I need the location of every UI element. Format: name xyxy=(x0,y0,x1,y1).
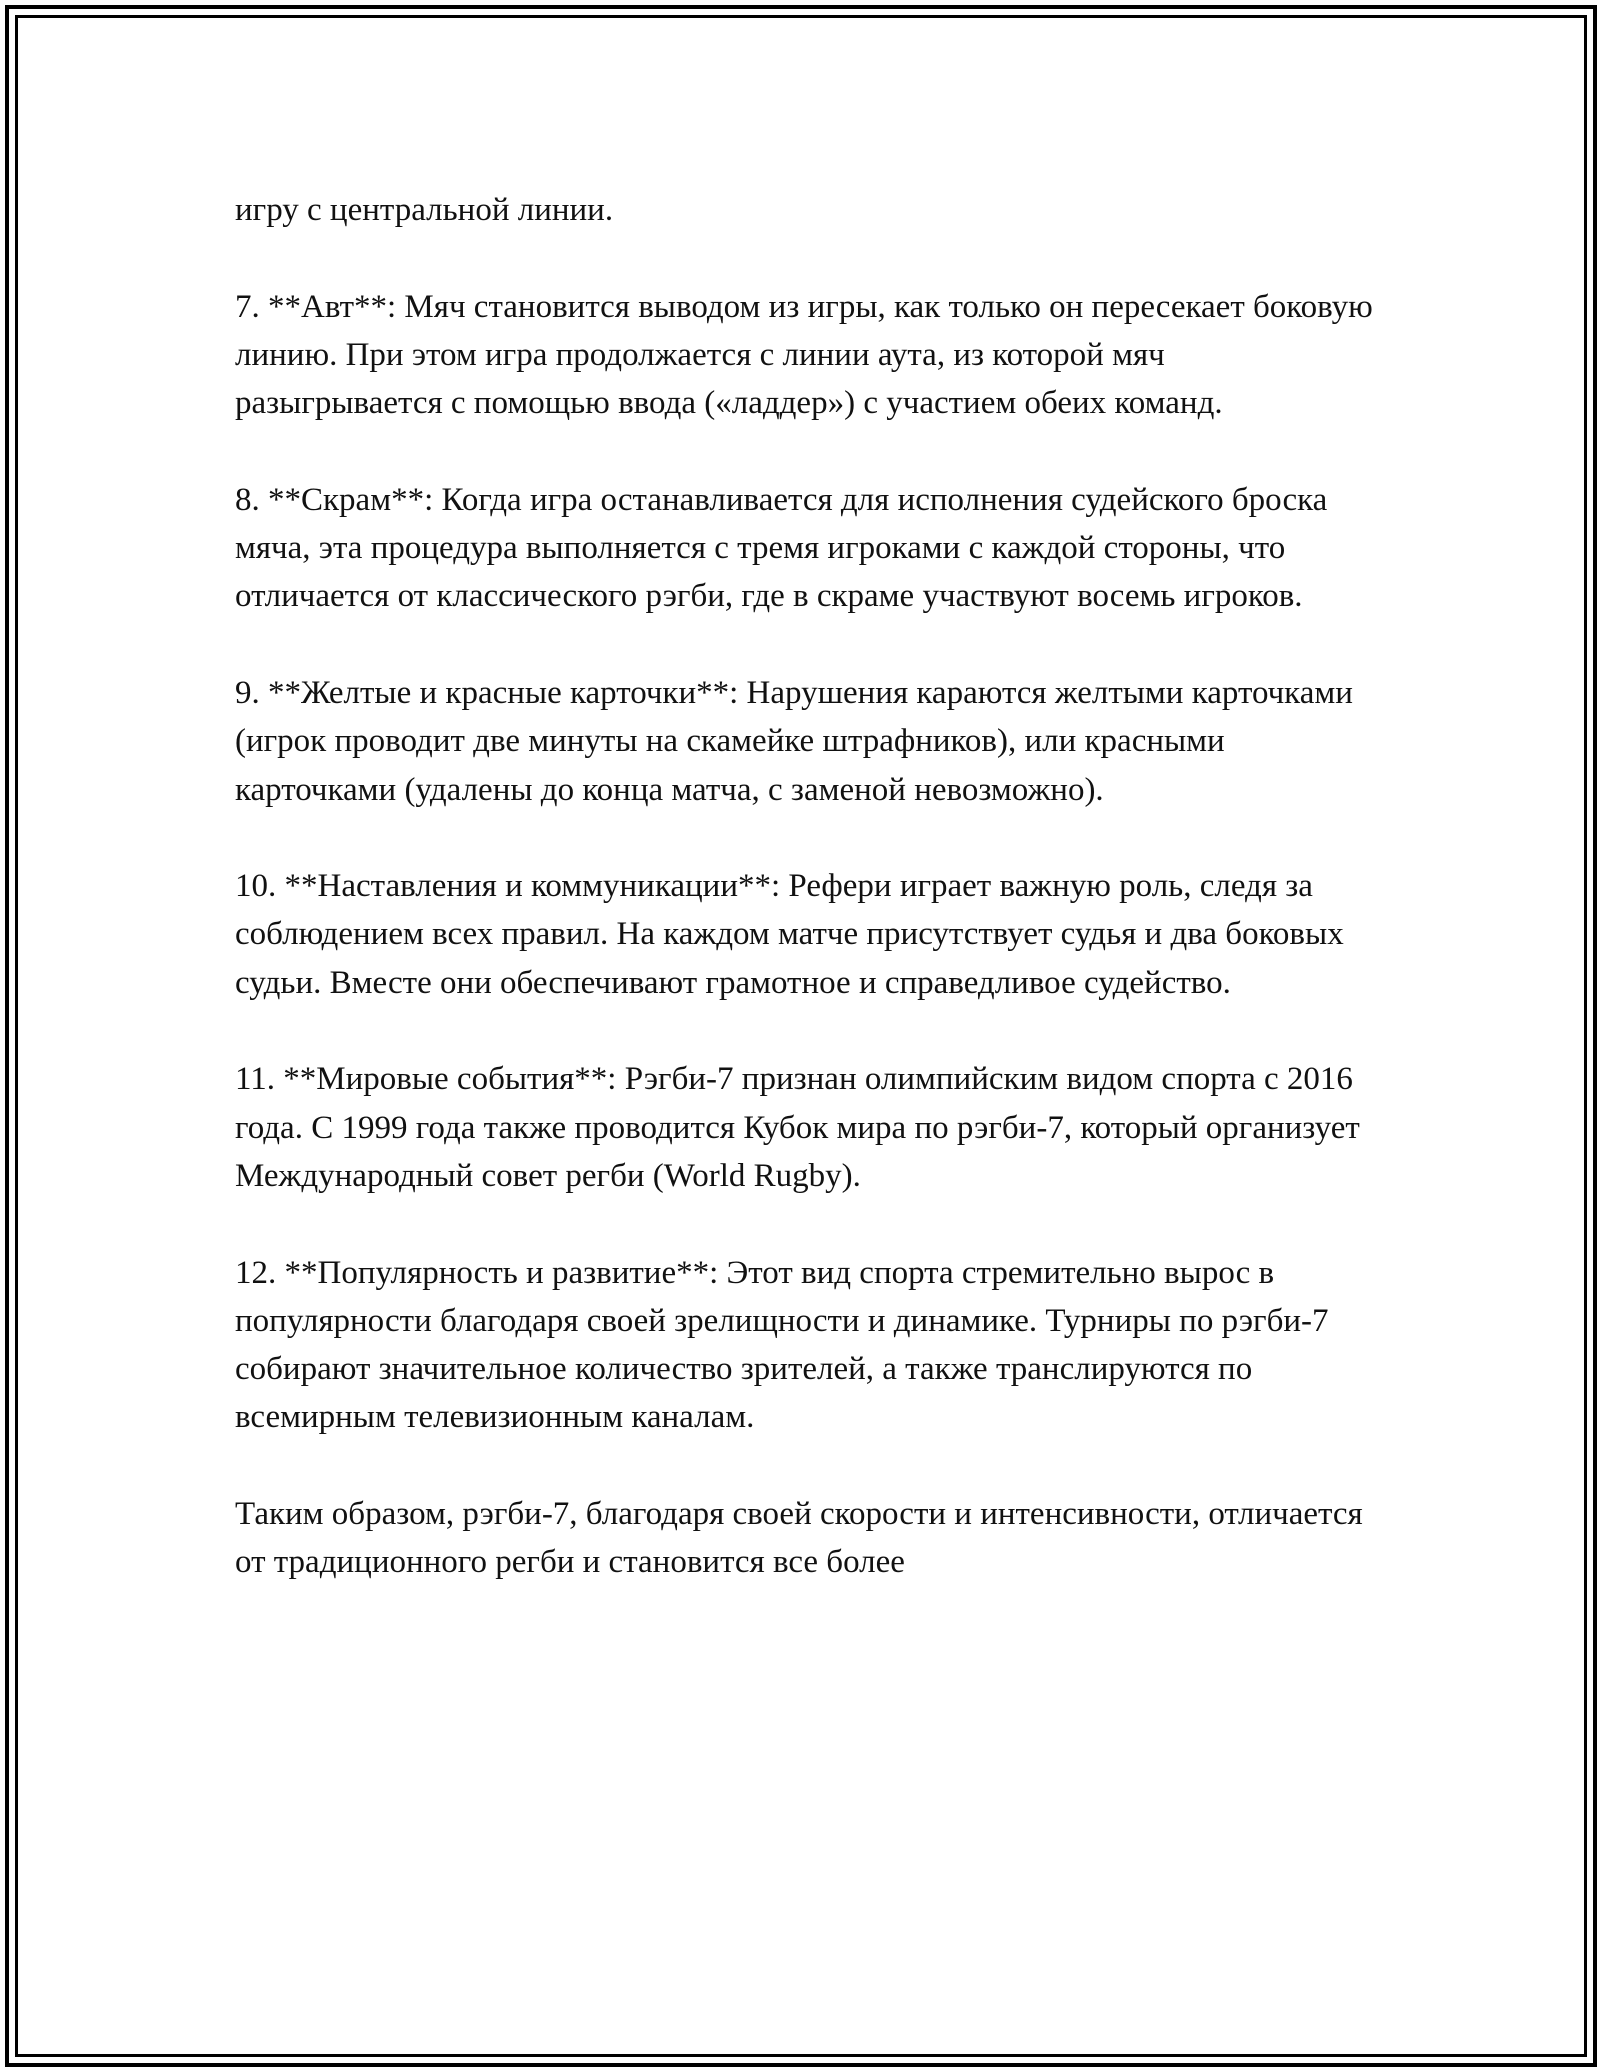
paragraph-continuation: игру с центральной линии. xyxy=(235,192,614,228)
document-body xyxy=(235,186,1375,1587)
paragraph-item-7: 7. **Авт**: Мяч становится выводом из игры, как только он пересекает боковую линию. При этом игра продолжается с линии аута, из которой мяч разыгрывается с помощью ввода («ладдер») с участием обеих команд. xyxy=(235,288,1373,422)
paragraph-conclusion: Таким образом, рэгби-7, благодаря своей скорости и интенсивности, отличается от традиционного регби и становится все более xyxy=(235,1496,1363,1581)
paragraph-item-12: 12. **Популярность и развитие**: Этот вид спорта стремительно вырос в популярности благодаря своей зрелищности и динамике. Турниры по рэгби-7 собирают значительное количество зрителей, а также транслируются по всемирным телевизионным каналам. xyxy=(235,1254,1329,1436)
paragraph-item-9: 9. **Желтые и красные карточки**: Нарушения караются желтыми карточками (игрок проводит две минуты на скамейке штрафников), или красными карточками (удалены до конца матча, с заменой невозможно). xyxy=(235,674,1353,808)
paragraph-item-11: 11. **Мировые события**: Рэгби-7 признан олимпийским видом спорта с 2016 года. С 1999 года также проводится Кубок мира по рэгби-7, который организует Международный совет регби (World Rugby). xyxy=(235,1061,1360,1194)
paragraph-item-10: 10. **Наставления и коммуникации**: Рефери играет важную роль, следя за соблюдением всех правил. На каждом матче присутствует судья и два боковых судьи. Вместе они обеспечивают грамотное и справедливое судейство. xyxy=(235,868,1344,1001)
paragraph-item-8: 8. **Скрам**: Когда игра останавливается для исполнения судейского броска мяча, эта процедура выполняется с тремя игроками с каждой стороны, что отличается от классического рэгби, где в скраме участвуют восемь игроков. xyxy=(235,481,1328,615)
